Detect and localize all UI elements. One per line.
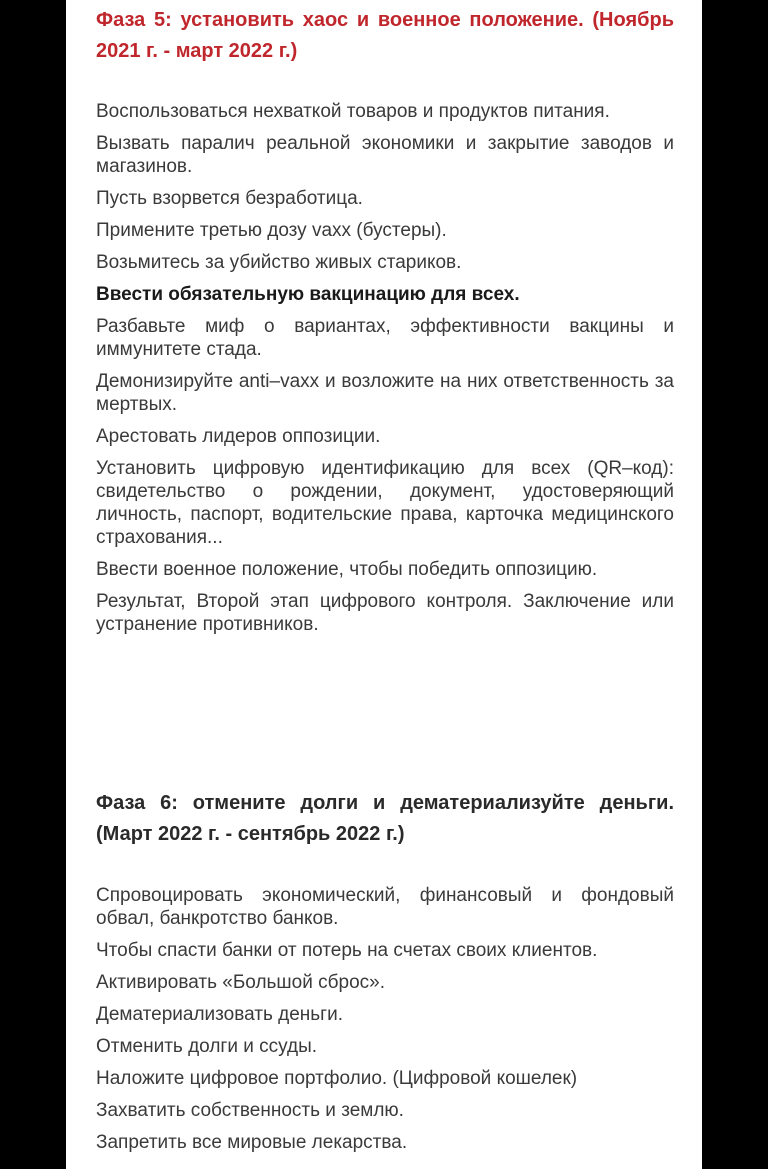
phase-6-item: Отменить долги и ссуды. bbox=[96, 1036, 318, 1057]
phase-5-list bbox=[96, 100, 674, 645]
phase-5-heading: Фаза 5: установить хаос и военное положение. (Ноябрь 2021 г. - март 2022 г.) bbox=[96, 9, 674, 62]
phase-5-item: Установить цифровую идентификацию для всех (QR–код): свидетельство о рождении, документ, удостоверяющий личность, паспорт, водительские права, карточка медицинского страхования... bbox=[96, 458, 674, 548]
phase-6-item: Наложите цифровое портфолио. (Цифровой кошелек) bbox=[96, 1068, 578, 1089]
phase-5-item: Пусть взорвется безработица. bbox=[96, 188, 363, 209]
phase-5-item-bold: Ввести обязательную вакцинацию для всех. bbox=[96, 284, 520, 305]
phase-5-item: Демонизируйте anti–vaxx и возложите на них ответственность за мертвых. bbox=[96, 371, 674, 415]
phase-6-item: Чтобы спасти банки от потерь на счетах своих клиентов. bbox=[96, 940, 598, 961]
phase-5-item: Результат, Второй этап цифрового контроля. Заключение или устранение противников. bbox=[96, 591, 674, 635]
phase-6-item: Запретить все мировые лекарства. bbox=[96, 1132, 408, 1153]
phase-5-item: Примените третью дозу vaxx (бустеры). bbox=[96, 220, 447, 241]
phase-6-item: Захватить собственность и землю. bbox=[96, 1100, 404, 1121]
phase-5-item: Ввести военное положение, чтобы победить оппозицию. bbox=[96, 559, 598, 580]
phase-5-item: Вызвать паралич реальной экономики и закрытие заводов и магазинов. bbox=[96, 133, 674, 177]
phase-5-item: Воспользоваться нехваткой товаров и продуктов питания. bbox=[96, 101, 610, 122]
phase-5-item: Возьмитесь за убийство живых стариков. bbox=[96, 252, 462, 273]
phase-5-item: Арестовать лидеров оппозиции. bbox=[96, 426, 381, 447]
document-page bbox=[66, 0, 702, 1169]
phase-6-heading: Фаза 6: отмените долги и дематериализуйте деньги. (Март 2022 г. - сентябрь 2022 г.) bbox=[96, 792, 674, 845]
phase-6-item: Активировать «Большой сброс». bbox=[96, 972, 385, 993]
phase-6-list bbox=[96, 884, 674, 1163]
phase-6-item: Спровоцировать экономический, финансовый и фондовый обвал, банкротство банков. bbox=[96, 885, 674, 929]
phase-5-item: Разбавьте миф о вариантах, эффективности вакцины и иммунитете стада. bbox=[96, 316, 674, 360]
phase-6-item: Дематериализовать деньги. bbox=[96, 1004, 343, 1025]
